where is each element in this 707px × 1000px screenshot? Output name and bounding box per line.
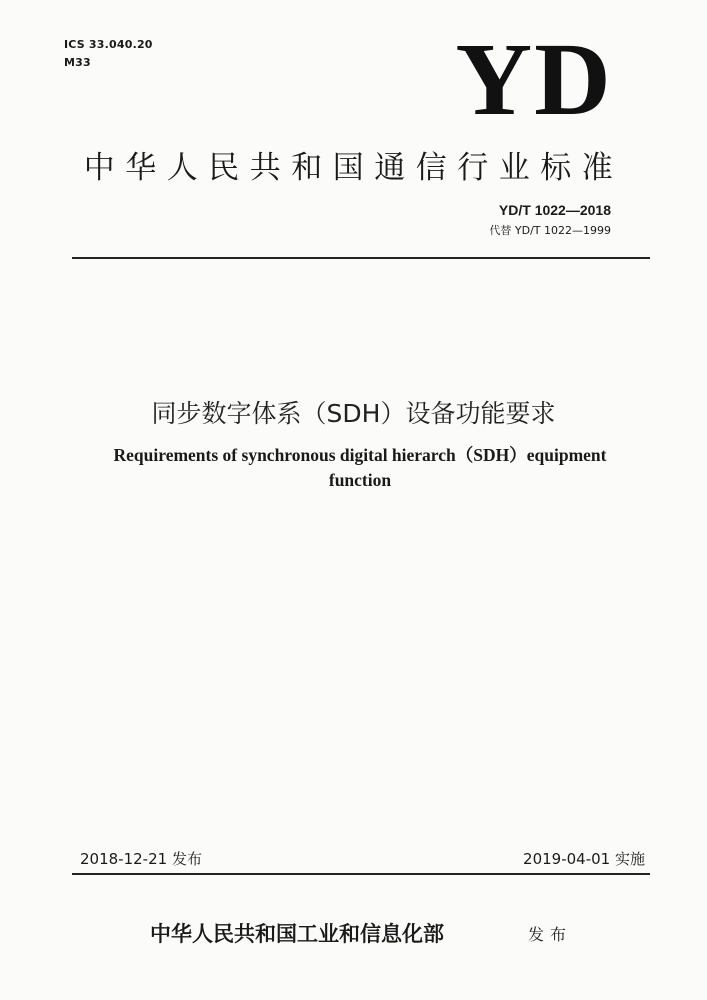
replaces-standard: 代替 YD/T 1022—1999 [489, 224, 611, 237]
document-title-en-line1: Requirements of synchronous digital hierarch（SDH）equipment [113, 445, 607, 465]
footer-divider [72, 873, 650, 875]
issue-date: 2018-12-21 发布 [80, 850, 202, 868]
document-title-en-line2: function [328, 470, 392, 490]
standard-category-title: 中华人民共和国通信行业标准 [83, 150, 624, 186]
document-title-en [60, 443, 660, 493]
implementation-date: 2019-04-01 实施 [523, 850, 645, 868]
publish-label: 发布 [528, 925, 573, 944]
header-divider [72, 257, 650, 259]
standard-number: YD/T 1022—2018 [498, 202, 611, 218]
classification-code: M33 [64, 56, 91, 69]
ics-code: ICS 33.040.20 [64, 38, 153, 51]
yd-logo: YD [455, 22, 613, 137]
publisher-name: 中华人民共和国工业和信息化部 [150, 922, 444, 946]
document-title-zh: 同步数字体系（SDH）设备功能要求 [151, 399, 556, 428]
